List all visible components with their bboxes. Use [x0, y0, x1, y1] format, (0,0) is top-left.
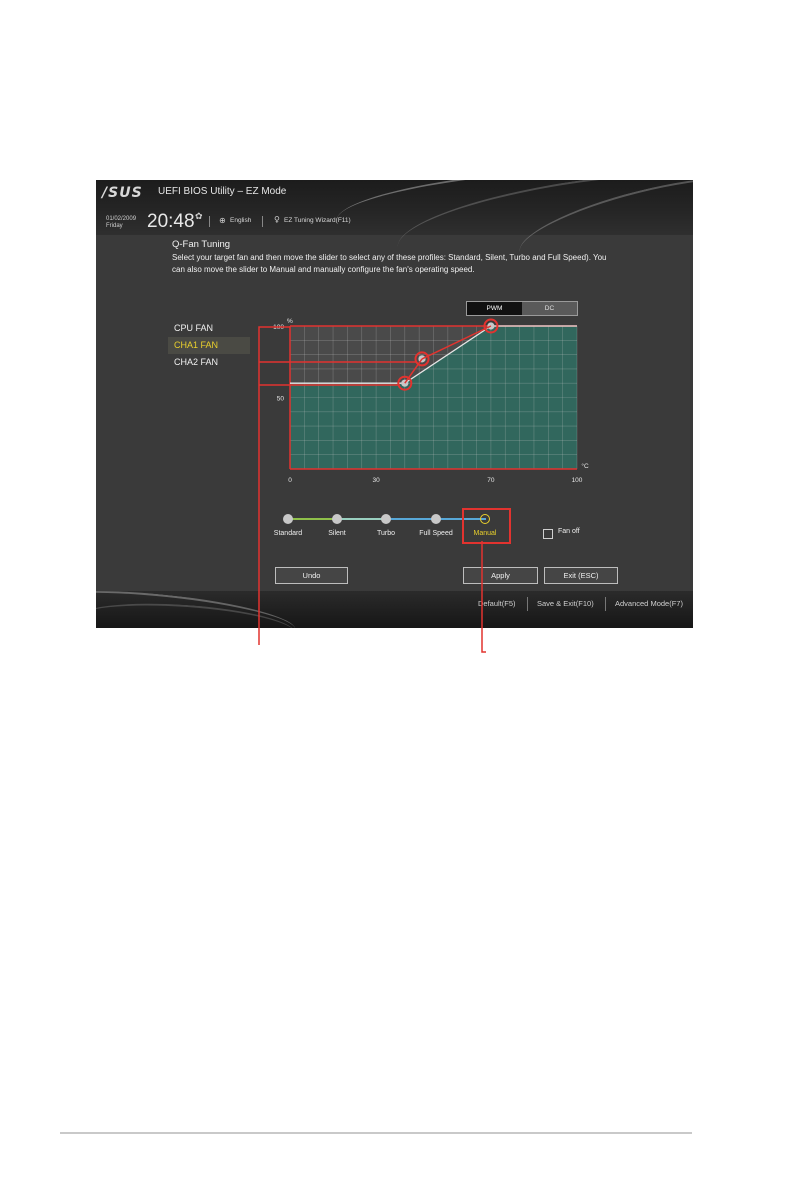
- x-tick-label: 30: [372, 477, 380, 484]
- x-axis-unit: °C: [581, 463, 589, 470]
- bios-screen: [96, 180, 693, 628]
- globe-icon[interactable]: ⊕: [219, 216, 226, 225]
- fan-off-label: Fan off: [558, 528, 580, 535]
- profile-dot-standard[interactable]: [283, 514, 293, 524]
- profile-label-standard[interactable]: Standard: [273, 530, 303, 537]
- fan-list: [168, 320, 250, 371]
- fan-item-cpu[interactable]: CPU FAN: [174, 323, 214, 333]
- language-button[interactable]: English: [230, 217, 252, 224]
- bios-header: [96, 180, 693, 235]
- pwm-option[interactable]: PWM: [467, 302, 522, 315]
- exit-button[interactable]: Exit (ESC): [544, 567, 618, 584]
- y-tick-label: 50: [276, 395, 284, 403]
- default-key[interactable]: Default(F5): [478, 599, 516, 608]
- profile-dot-silent[interactable]: [332, 514, 342, 524]
- profile-dot-turbo[interactable]: [381, 514, 391, 524]
- x-tick-label: 100: [571, 477, 583, 484]
- date-display: 01/02/2009 Friday: [106, 216, 137, 229]
- manual-highlight-box: [462, 508, 511, 544]
- profile-dot-full-speed[interactable]: [431, 514, 441, 524]
- undo-button[interactable]: Undo: [275, 567, 348, 584]
- y-axis-label: %: [287, 318, 293, 325]
- advanced-mode-key[interactable]: Advanced Mode(F7): [615, 599, 683, 608]
- apply-button[interactable]: Apply: [463, 567, 538, 584]
- fan-off-checkbox[interactable]: [543, 529, 553, 539]
- x-tick-label: 0: [288, 477, 292, 484]
- y-tick-label: 100: [273, 324, 284, 331]
- app-title: UEFI BIOS Utility – EZ Mode: [158, 186, 287, 197]
- gear-icon[interactable]: ✿: [195, 212, 203, 222]
- asus-logo: /SUS: [102, 185, 143, 201]
- profile-label-full-speed[interactable]: Full Speed: [419, 530, 453, 537]
- clock-display: 20:48: [147, 211, 195, 232]
- qfan-description: Select your target fan and then move the slider to select any of these profiles: Standard, Silent, Turbo and Full Speed). You can also move the slider to Manual and manually configure the fan's operating speed.: [172, 253, 607, 274]
- dc-option[interactable]: DC: [522, 302, 577, 315]
- x-tick-label: 70: [487, 477, 495, 484]
- profile-label-manual[interactable]: Manual: [473, 530, 497, 537]
- ez-tuning-wizard-button[interactable]: EZ Tuning Wizard(F11): [284, 217, 351, 224]
- lightbulb-icon[interactable]: ♀: [274, 215, 280, 224]
- fan-curve-chart[interactable]: [273, 314, 599, 494]
- profile-label-turbo[interactable]: Turbo: [376, 530, 396, 537]
- fan-item-cha1[interactable]: CHA1 FAN: [168, 337, 250, 354]
- qfan-title: Q-Fan Tuning: [172, 239, 231, 250]
- page-rule: [60, 1132, 692, 1134]
- profile-label-silent[interactable]: Silent: [328, 530, 346, 537]
- bios-footer: [96, 591, 693, 628]
- fan-item-cha2[interactable]: CHA2 FAN: [174, 357, 219, 367]
- save-exit-key[interactable]: Save & Exit(F10): [537, 599, 594, 608]
